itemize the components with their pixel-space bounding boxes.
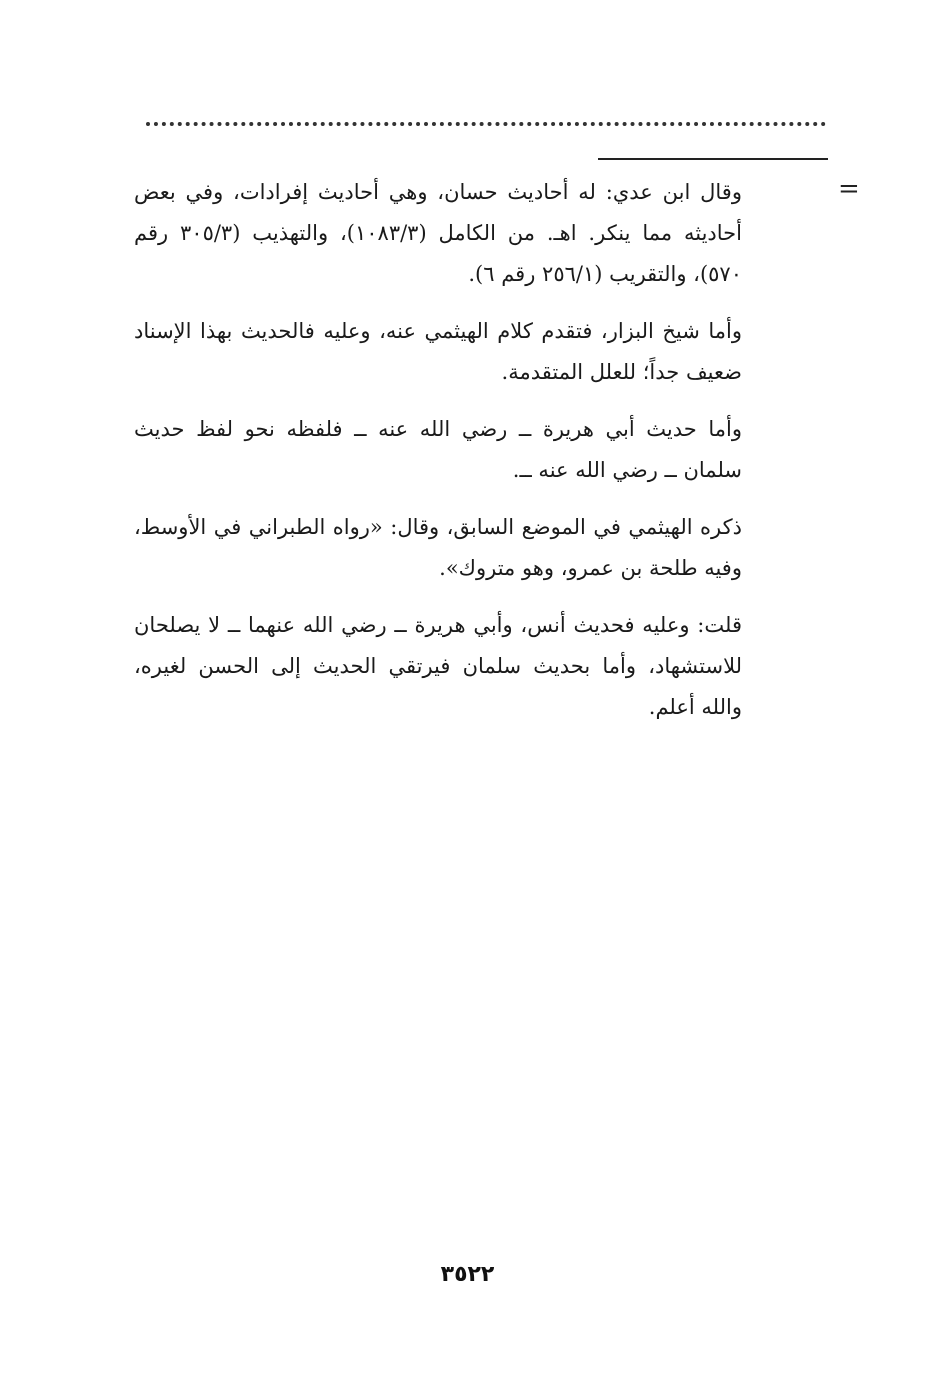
paragraph-bazzar-sheikh: وأما شيخ البزار، فتقدم كلام الهيثمي عنه، وعليه فالحديث بهذا الإسناد ضعيف جداً؛ للعلل المتقدمة. [134,319,742,384]
dotted-separator [146,122,826,126]
paragraph-ibn-adi: وقال ابن عدي: له أحاديث حسان، وهي أحاديث إفرادات، وفي بعض أحاديثه مما ينكر. اهـ. من الكامل (١٠٨٣/٣)، والتهذيب (٣٠٥/٣ رقم ٥٧٠)، والتقريب (٢٥٦/١ رقم ٦). [134,180,742,286]
continuation-mark: = [838,174,860,204]
paragraph-conclusion: قلت: وعليه فحديث أنس، وأبي هريرة ــ رضي الله عنهما ــ لا يصلحان للاستشهاد، وأما بحديث سلمان فيرتقي الحديث إلى الحسن لغيره، والله أعلم. [134,613,742,719]
footnote-body [134,172,742,744]
paragraph-haythami-mention: ذكره الهيثمي في الموضع السابق، وقال: «رواه الطبراني في الأوسط، وفيه طلحة بن عمرو، وهو متروك». [134,515,742,580]
page-number: ٣٥٢٢ [440,1262,495,1287]
footnote-separator-line [598,158,828,160]
paragraph-abu-hurayrah-hadith: وأما حديث أبي هريرة ــ رضي الله عنه ــ فلفظه نحو لفظ حديث سلمان ــ رضي الله عنه ــ. [134,417,742,482]
